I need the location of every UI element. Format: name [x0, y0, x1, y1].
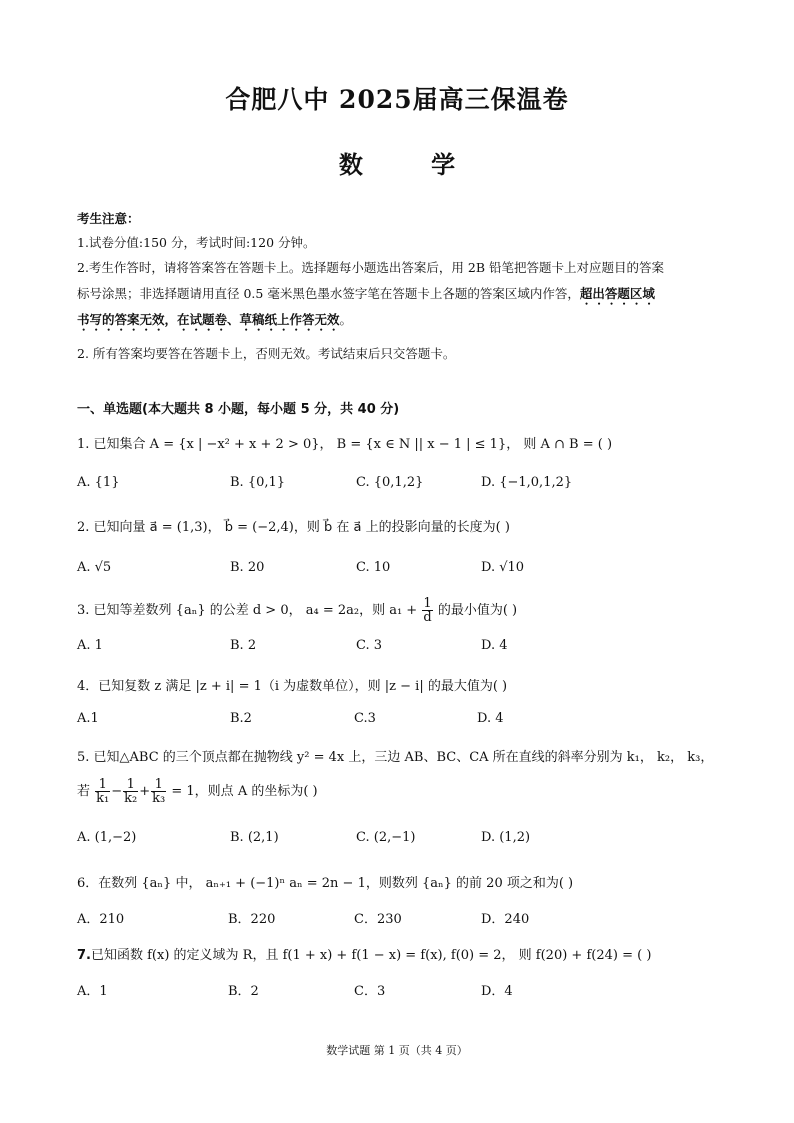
page-footer: 数学试题 第 1 页（共 4 页） [326, 1044, 468, 1057]
question-7-text: 已知函数 f(x) 的定义域为 R，且 f(1 + x) + f(1 − x) = f(x), f(0) = 2， 则 f(20) + f(24) = ( ) [90, 948, 652, 963]
question-3-option-d: D. 4 [481, 638, 508, 653]
notice-line-1: 1.试卷分值:150 分，考试时间:120 分钟。 [77, 235, 316, 250]
question-4-option-c: C.3 [354, 711, 376, 726]
fraction-numerator: 1 [95, 778, 110, 792]
question-6-option-c: C．230 [354, 912, 402, 927]
exam-title: 合肥八中 2025届高三保温卷 [225, 85, 569, 114]
question-3-option-c: C. 3 [356, 638, 383, 653]
question-7-number: 7. [77, 948, 91, 963]
question-2-option-a: A. √5 [77, 560, 112, 575]
fraction-numerator: 1 [151, 778, 166, 792]
fraction-denominator: k₃ [152, 791, 166, 806]
question-3-stem-pre: 3. 已知等差数列 {aₙ} 的公差 d > 0， a₄ = 2a₂，则 a₁ + [77, 603, 418, 618]
notice-line-2c-end: 。 [339, 312, 353, 327]
notice-line-2a: 2.考生作答时，请将答案答在答题卡上。选择题每小题选出答案后，用 2B 铅笔把答题卡上对应题目的答案 [77, 260, 665, 275]
question-6-option-a: A．210 [77, 912, 125, 927]
question-4-stem: 4．已知复数 z 满足 |z + i| = 1（i 为虚数单位），则 |z − i| 的最大值为( ) [77, 679, 508, 694]
question-5-cond-post: = 1，则点 A 的坐标为( ) [171, 784, 318, 799]
question-4-option-b: B.2 [230, 711, 252, 726]
notice-line-2c [77, 311, 352, 334]
question-1-stem: 1. 已知集合 A = {x | −x² + x + 2 > 0}， B = {x ∈ N || x − 1 | ≤ 1}， 则 A ∩ B = ( ) [77, 437, 613, 452]
fraction-numerator: 1 [123, 778, 138, 792]
question-5-option-b: B. (2,1) [230, 830, 279, 845]
question-7-option-c: C．3 [354, 984, 386, 999]
subject-char-1: 数 [338, 150, 363, 179]
question-7-option-a: A．1 [77, 984, 108, 999]
question-1-option-c: C. {0,1,2} [356, 475, 424, 490]
question-3-fraction [422, 597, 432, 624]
question-7-option-d: D．4 [481, 984, 513, 999]
question-5-option-d: D. (1,2) [481, 830, 531, 845]
notice-line-2b [77, 285, 655, 308]
notice-heading: 考生注意： [77, 211, 140, 226]
question-6-option-d: D．240 [481, 912, 530, 927]
section-heading: 一、单选题(本大题共 8 小题，每小题 5 分，共 40 分) [77, 402, 400, 417]
question-1-option-a: A. {1} [77, 475, 120, 490]
question-5-option-a: A. (1,−2) [77, 830, 137, 845]
fraction-denominator: k₂ [124, 791, 138, 806]
notice-line-2b-plain: 标号涂黑；非选择题请用直径 0.5 毫米黑色墨水签字笔在答题卡上各题的答案区域内作答， [77, 286, 580, 301]
question-5-cond-pre: 若 [77, 784, 91, 799]
question-1-option-b: B. {0,1} [230, 475, 286, 490]
subject-char-2: 学 [431, 150, 456, 179]
fraction-denominator: k₁ [96, 791, 110, 806]
question-5-condition: 若 $\frac{1}{\text{k₁}}$ − $\frac{1}{\text{k₂}}$ + $\frac{1}{\text{k₃}}$ = 1，则点 A 的坐标为( ) [77, 777, 318, 806]
question-7-option-b: B．2 [228, 984, 259, 999]
question-4-option-a: A.1 [77, 711, 99, 726]
question-5-stem: 5. 已知△ABC 的三个顶点都在抛物线 y² = 4x 上，三边 AB、BC、CA 所在直线的斜率分别为 k₁， k₂， k₃， [77, 750, 714, 765]
fraction-1-over-k2 [123, 778, 138, 805]
question-3-option-b: B. 2 [230, 638, 257, 653]
notice-line-2c-bold: 书写的答案无效，在试题卷、草稿纸上作答无效 [77, 312, 340, 327]
fraction-1-over-k3 [151, 778, 166, 805]
fraction-numerator: 1 [423, 596, 432, 611]
question-2-option-b: B. 20 [230, 560, 265, 575]
fraction-denominator: d [423, 610, 432, 625]
notice-line-2b-bold: 超出答题区域 [579, 286, 655, 301]
question-2-stem: 2. 已知向量 a⃗ = (1,3)， b⃗ = (−2,4)，则 b⃗ 在 a⃗ 上的投影向量的长度为( ) [77, 520, 510, 535]
question-3-stem-post: 的最小值为( ) [437, 603, 518, 618]
question-1-option-d: D. {−1,0,1,2} [481, 475, 573, 490]
question-6-option-b: B．220 [228, 912, 276, 927]
subject-title [0, 145, 794, 180]
question-3-stem [77, 597, 517, 624]
question-5-option-c: C. (2,−1) [356, 830, 416, 845]
question-4-option-d: D. 4 [477, 711, 504, 726]
question-7-stem [77, 944, 651, 963]
question-2-option-d: D. √10 [481, 560, 525, 575]
fraction-1-over-k1 [95, 778, 110, 805]
question-6-stem: 6．在数列 {aₙ} 中， aₙ₊₁ + (−1)ⁿ aₙ = 2n − 1，则数列 {aₙ} 的前 20 项之和为( ) [77, 876, 574, 891]
notice-line-3: 2. 所有答案均要答在答题卡上，否则无效。考试结束后只交答题卡。 [77, 346, 456, 361]
question-3-option-a: A. 1 [77, 638, 103, 653]
question-2-option-c: C. 10 [356, 560, 391, 575]
